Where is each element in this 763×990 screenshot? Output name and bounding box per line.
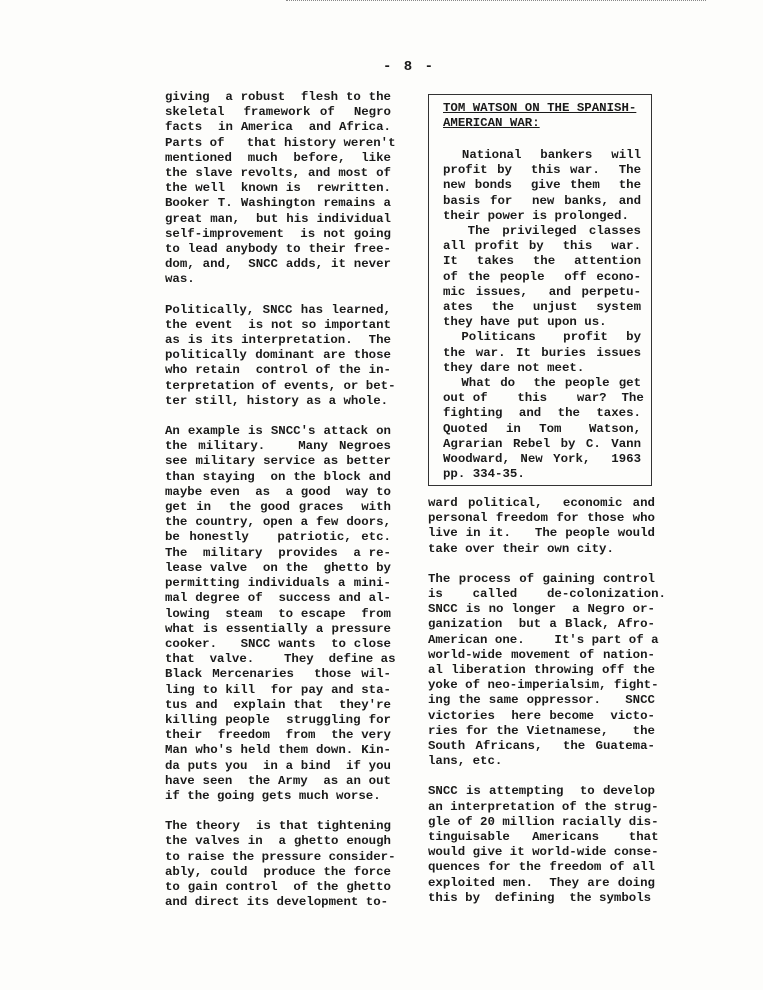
sidebar-line: new bonds give them the	[443, 178, 641, 193]
sidebar-title: TOM WATSON ON THE SPANISH- AMERICAN WAR:	[443, 101, 637, 131]
text-line: self-improvement is not going	[165, 226, 391, 241]
text-line: permitting individuals a mini-	[165, 576, 391, 591]
text-line: facts in America and Africa.	[165, 120, 391, 135]
text-line: Politically, SNCC has learned,	[165, 302, 391, 317]
text-line: SNCC is no longer a Negro or-	[428, 602, 655, 617]
paragraph	[165, 424, 396, 804]
sidebar-line: ates the unjust system	[443, 300, 641, 315]
text-line: and direct its development to-	[165, 895, 389, 910]
sidebar-line: fighting and the taxes.	[443, 406, 641, 421]
text-line: killing people struggling for	[165, 712, 391, 727]
page-number: - 8 -	[383, 59, 436, 75]
text-line: da puts you in a bind if you	[165, 758, 391, 773]
text-line: great man, but his individual	[165, 211, 391, 226]
text-line: ling to kill for pay and sta-	[165, 682, 391, 697]
text-line: personal freedom for those who	[428, 511, 655, 526]
text-line: mentioned much before, like	[165, 150, 391, 165]
paragraph	[165, 302, 396, 409]
text-line: al liberation throwing off the	[428, 663, 655, 678]
text-line: than staying on the block and	[165, 469, 391, 484]
text-line: as is its interpretation. The	[165, 333, 391, 348]
text-line: tinguisable Americans that	[428, 830, 659, 845]
text-line: maybe even as a good way to	[165, 484, 391, 499]
text-line: ing the same oppressor. SNCC	[428, 693, 655, 708]
text-line: yoke of neo-imperialsim, fight-	[428, 678, 659, 693]
text-line: exploited men. They are doing	[428, 875, 655, 890]
text-line: politically dominant are those	[165, 348, 391, 363]
text-line: live in it. The people would	[428, 526, 655, 541]
paragraph	[428, 784, 659, 906]
text-line: the slave revolts, and most of	[165, 166, 391, 181]
text-line: mal degree of success and al-	[165, 591, 391, 606]
sidebar-line: Woodward, New York, 1963	[443, 452, 641, 467]
sidebar-line: mic issues, and perpetu-	[443, 284, 641, 299]
text-line: skeletal framework of Negro	[165, 105, 391, 120]
text-line: tus and explain that they're	[165, 697, 391, 712]
text-line: if the going gets much worse.	[165, 788, 381, 803]
sidebar-line: Agrarian Rebel by C. Vann	[443, 436, 641, 451]
text-line: gle of 20 million racially dis-	[428, 814, 659, 829]
text-line: SNCC is attempting to develop	[428, 784, 655, 799]
text-line: the military. Many Negroes	[165, 439, 391, 454]
text-line: an interpretation of the strug-	[428, 799, 659, 814]
sidebar-line: What do the people get	[443, 376, 641, 391]
sidebar-line: basis for new banks, and	[443, 193, 641, 208]
sidebar-line: pp. 334-35.	[443, 467, 525, 482]
paragraph	[165, 819, 396, 910]
sidebar-line: the war. It buries issues	[443, 345, 641, 360]
paragraph	[165, 90, 396, 288]
text-line: would give it world-wide conse-	[428, 845, 659, 860]
sidebar-line: they dare not meet.	[443, 360, 585, 375]
text-line: lease valve on the ghetto by	[165, 560, 391, 575]
sidebar-line: profit by this war. The	[443, 163, 641, 178]
sidebar-line: National bankers will	[443, 148, 641, 162]
text-line: to lead anybody to their free-	[165, 242, 391, 257]
text-line: what is essentially a pressure	[165, 621, 391, 636]
sidebar-line: Politicans profit by	[443, 330, 641, 345]
text-line: ries for the Vietnamese, the	[428, 723, 655, 738]
text-line: giving a robust flesh to the	[165, 90, 391, 104]
sidebar-line: Quoted in Tom Watson,	[443, 421, 641, 436]
text-line: see military service as better	[165, 454, 391, 469]
text-line: The military provides a re-	[165, 545, 391, 560]
sidebar-line: of the people off econo-	[443, 269, 641, 284]
text-line: the well known is rewritten.	[165, 181, 391, 196]
text-line: to raise the pressure consider-	[165, 849, 396, 864]
right-column	[428, 496, 666, 921]
text-line: An example is SNCC's attack on	[165, 424, 391, 439]
text-line: victories here become victo-	[428, 708, 655, 723]
text-line: Man who's held them down. Kin-	[165, 743, 391, 758]
text-line: lans, etc.	[428, 754, 503, 769]
text-line: lowing steam to escape from	[165, 606, 391, 621]
text-line: American one. It's part of a	[428, 632, 659, 647]
sidebar-line: out of this war? The	[443, 391, 644, 406]
text-line: to gain control of the ghetto	[165, 879, 391, 894]
sidebar-line: they have put upon us.	[443, 315, 607, 330]
text-line: is called de-colonization.	[428, 587, 666, 602]
text-line: world-wide movement of nation-	[428, 647, 655, 662]
text-line: who retain control of the in-	[165, 363, 391, 378]
text-line: ter still, history as a whole.	[165, 393, 389, 408]
sidebar-line: all profit by this war.	[443, 239, 641, 254]
text-line: dom, and, SNCC adds, it never	[165, 257, 391, 272]
text-line: South Africans, the Guatema-	[428, 739, 655, 754]
text-line: the event is not so important	[165, 317, 391, 332]
text-line: have seen the Army as an out	[165, 773, 391, 788]
text-line: ably, could produce the force	[165, 864, 391, 879]
sidebar-body	[443, 148, 644, 482]
text-line: cooker. SNCC wants to close	[165, 636, 391, 651]
sidebar-line: The privileged classes	[443, 224, 641, 239]
text-line: Booker T. Washington remains a	[165, 196, 391, 211]
text-line: be honestly patriotic, etc.	[165, 530, 391, 545]
paragraph	[428, 496, 655, 557]
text-line: ganization but a Black, Afro-	[428, 617, 655, 632]
text-line: the valves in a ghetto enough	[165, 834, 391, 849]
text-line: this by defining the symbols	[428, 890, 652, 905]
text-line: get in the good graces with	[165, 500, 391, 515]
text-line: The process of gaining control	[428, 571, 655, 586]
sidebar-box	[428, 94, 652, 486]
text-line: that valve. They define as	[165, 652, 396, 667]
text-line: The theory is that tightening	[165, 819, 391, 834]
top-dotted-rule	[286, 0, 706, 1]
sidebar-line: their power is prolonged.	[443, 208, 629, 223]
text-line: terpretation of events, or bet-	[165, 378, 396, 393]
text-line: their freedom from the very	[165, 728, 391, 743]
text-line: ward political, economic and	[428, 496, 655, 510]
text-line: take over their own city.	[428, 541, 614, 556]
text-line: Parts of that history weren't	[165, 135, 396, 150]
left-column	[165, 90, 396, 925]
text-line: was.	[165, 272, 195, 287]
text-line: the country, open a few doors,	[165, 515, 391, 530]
text-line: quences for the freedom of all	[428, 860, 655, 875]
sidebar-line: It takes the attention	[443, 254, 641, 269]
text-line: Black Mercenaries those wil-	[165, 667, 391, 682]
paragraph	[428, 571, 666, 770]
